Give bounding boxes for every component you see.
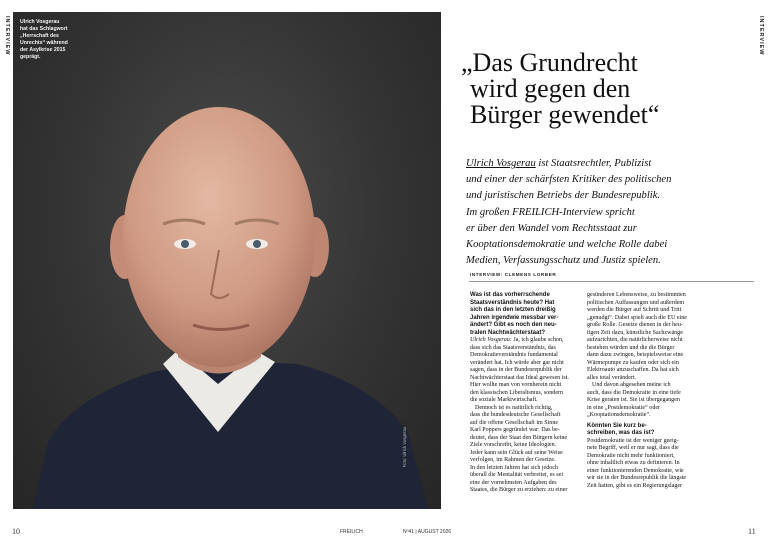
body-line: bestehen würden und die die Bürger	[587, 344, 675, 351]
page-number-left: 10	[12, 527, 20, 536]
body-line: nete Begriff, weil er nur sagt, dass die	[587, 445, 679, 451]
body-line: Postdemokratie ist der weniger geeig-	[587, 437, 679, 444]
byline: INTERVIEW: CLEMENS LORBER	[470, 272, 557, 277]
headline-line: „Das Grundrecht	[461, 48, 638, 77]
magazine-name: FREILICH	[340, 529, 363, 535]
question-line: ändert? Gibt es noch den neu-	[470, 322, 557, 328]
page-number-right: 11	[748, 527, 756, 536]
body-line: sagen, dass in der Bundesrepublik der	[470, 367, 562, 373]
body-line: verändert hat. Ich würde aber gar nicht	[470, 359, 564, 366]
body-line: auf die offene Gesellschaft im Sinne	[470, 419, 559, 426]
headline-line: Bürger gewendet“	[470, 100, 660, 129]
caption-line: der Asylkrise 2015	[20, 47, 66, 54]
question-line: schreiben, was das ist?	[587, 430, 655, 436]
speaker-label: Ulrich Vosgerau:	[470, 337, 512, 343]
body-line: gesünderen Lebensweise, zu bestimmten	[587, 292, 686, 298]
body-line: die soziale Marktwirtschaft.	[470, 397, 538, 403]
question-line: Jahren irgendwie messbar ver-	[470, 314, 559, 321]
body-line: einer funktionierenden Demokratie, wie	[587, 467, 684, 474]
body-line: in eine „Postdemokratie“ oder	[587, 404, 661, 411]
body-line: Ja, ich glaube schon,	[511, 337, 564, 343]
lead-line: und juristischen Betriebs der Bundesrepublik.	[466, 190, 661, 202]
body-line: Krise geraten ist. Sie ist übergegangen	[587, 397, 680, 403]
lead-line: Kooptationsdemokratie und welche Rolle dabei	[466, 239, 668, 251]
body-line: ohne inhaltlich etwas zu definieren. In	[587, 460, 680, 466]
section-label-left: INTERVIEW	[4, 16, 10, 56]
portrait-photo	[13, 12, 441, 509]
caption-line: geprägt.	[20, 54, 41, 61]
body-line: den klassischen Liberalismus, sondern	[470, 389, 564, 396]
question-line: Könnten Sie kurz be-	[587, 422, 647, 429]
body-line: große Rolle. Gesetze dienen in der heu-	[587, 322, 683, 328]
body-line: Demokratie nicht mehr funktioniert,	[587, 452, 675, 459]
body-line: Dennoch ist es natürlich richtig,	[475, 404, 553, 411]
photo-caption	[20, 19, 100, 61]
body-line: Elektroauto anzuschaffen. Da hat sich	[587, 367, 679, 373]
photo-credit: Foto: Ulrich Vosgerau	[402, 427, 407, 468]
body-line: politischen Auffassungen und außerdem	[587, 299, 685, 306]
body-line: auch, dass die Demokratie in eine tiefe	[587, 389, 681, 396]
question-line: tralen Nachtwächterstaat?	[470, 329, 546, 336]
lead-line: und einer der schärfsten Kritiker des politischen	[466, 174, 672, 186]
caption-line: Ulrich Vosgerau	[20, 19, 60, 25]
issue-label: Nº41 | AUGUST 2026	[403, 529, 452, 535]
body-line: Jeder kann sein Glück auf seine Weise	[470, 449, 563, 456]
lead-paragraph	[466, 156, 716, 269]
body-line: dass sich das Staatsverständnis, das	[470, 344, 556, 351]
question-line: sich das in den letzten dreißig	[470, 307, 556, 313]
body-line: Karl Poppers gegründet war: Das be-	[470, 427, 560, 433]
body-line: Staates, die Bürger zu erziehen: zu einer	[470, 487, 568, 493]
lead-line: Im großen FREILICH-Interview spricht	[466, 206, 635, 218]
question-line: Was ist das vorherrschende	[470, 292, 550, 298]
body-column-2	[587, 292, 704, 490]
body-line: In den letzten Jahren hat sich jedoch	[470, 464, 558, 471]
caption-line: hat das Schlagwort	[20, 26, 68, 33]
lead-line: ist Staatsrechtler, Publizist	[535, 158, 652, 169]
body-line: „genudgt“. Dabei spielt auch die EU eine	[587, 314, 687, 321]
body-line: aufzurichten, die natürlicherweise nicht	[587, 337, 683, 343]
body-line: deutet, dass der Staat den Bürgern keine	[470, 434, 568, 441]
body-line: eine der vornehmsten Aufgaben des	[470, 479, 557, 486]
body-line: Demokratieverständnis fundamental	[470, 352, 558, 358]
portrait-illustration	[13, 12, 441, 509]
divider	[469, 281, 754, 282]
body-line: dass die bundesdeutsche Gesellschaft	[470, 412, 561, 418]
body-line: werden die Bürger auf Schritt und Tritt	[587, 307, 682, 313]
question-line: Staatsverständnis heute? Hat	[470, 299, 555, 306]
body-line: Nachtwächterstaat das Ideal gewesen ist.	[470, 374, 569, 381]
lead-line: er über den Wandel vom Rechtsstaat zur	[466, 222, 637, 234]
section-label-right: INTERVIEW	[758, 16, 764, 56]
headline-line: wird gegen den	[470, 74, 631, 103]
interviewee-name: Ulrich Vosgerau	[466, 158, 536, 169]
body-line: verfolgen, im Rahmen der Gesetze.	[470, 457, 556, 463]
body-line: „Kooptationsdemokratie“.	[587, 412, 651, 418]
body-line: Und davon abgesehen meine ich	[592, 382, 671, 388]
body-line: Hier wollte man von vornherein nicht	[470, 382, 562, 388]
body-line: dann dazu zwingen, beispielsweise eine	[587, 352, 684, 358]
body-line: alles total verändert.	[587, 374, 637, 381]
headline	[461, 50, 659, 128]
lead-line: Medien, Verfassungsschutz und Justiz spielen.	[466, 255, 661, 267]
body-line: Wärmepumpe zu kaufen oder sich ein	[587, 359, 679, 366]
caption-line: Unrechts“ während	[20, 40, 68, 47]
body-line: Ziele vorschreibt, keine Ideologien.	[470, 442, 557, 448]
body-line: überall die Mentalität verbreitet, es sei	[470, 472, 564, 478]
caption-line: „Herrschaft des	[20, 33, 59, 40]
body-line: wir sie in der Bundesrepublik die längste	[587, 475, 687, 481]
body-line: tigen Zeit dazu, künstliche Sachzwänge	[587, 329, 683, 336]
body-line: Zeit hatten, gibt es ein Regierungslager	[587, 482, 683, 489]
body-column-1	[470, 292, 587, 495]
